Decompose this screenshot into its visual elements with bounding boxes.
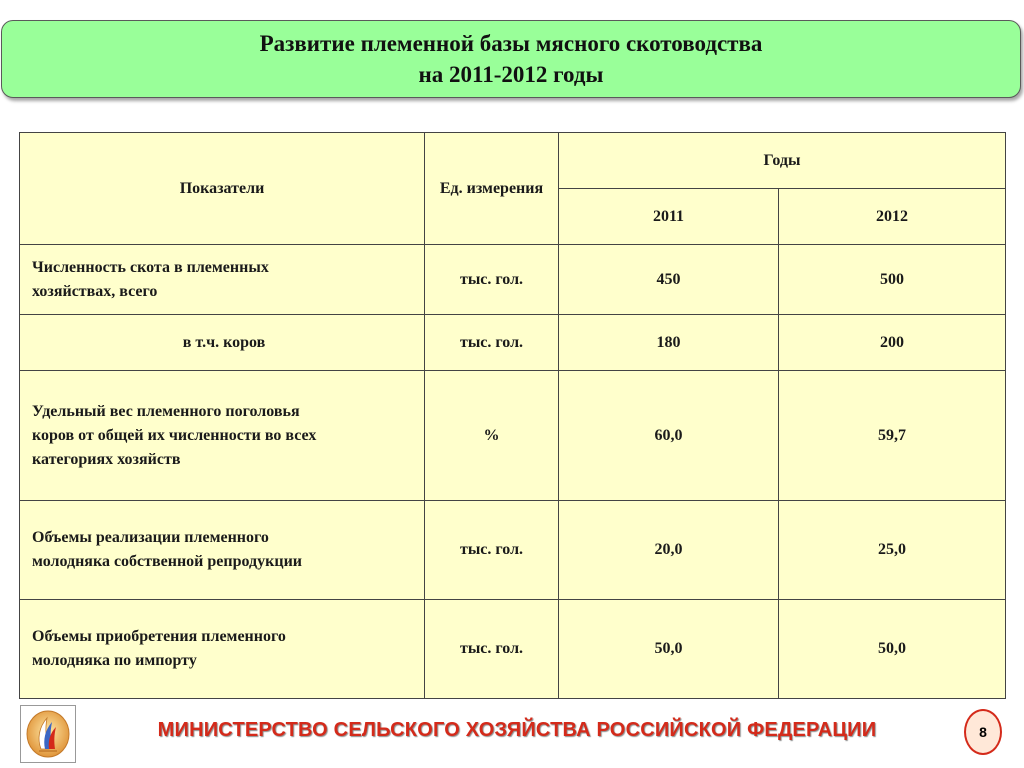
row-value-2012: 200 [779, 315, 1006, 371]
row-unit: % [425, 371, 559, 501]
table-row [20, 371, 1006, 501]
table-row [20, 315, 1006, 371]
row-value-2011: 180 [559, 315, 779, 371]
row-label: Объемы приобретения племенного молодняка по импорту [20, 600, 425, 699]
row-value-2012: 50,0 [779, 600, 1006, 699]
row-value-2012: 500 [779, 245, 1006, 315]
row-unit: тыс. гол. [425, 600, 559, 699]
header-year-2012: 2012 [779, 189, 1006, 245]
table-row [20, 501, 1006, 600]
slide-title-line-2: на 2011-2012 годы [418, 62, 604, 87]
row-value-2011: 60,0 [559, 371, 779, 501]
row-value-2011: 50,0 [559, 600, 779, 699]
slide-title-box [1, 20, 1021, 98]
row-label: Численность скота в племенных хозяйствах, всего [20, 245, 425, 315]
row-unit: тыс. гол. [425, 501, 559, 600]
row-label: Объемы реализации племенного молодняка собственной репродукции [20, 501, 425, 600]
row-value-2012: 59,7 [779, 371, 1006, 501]
row-label: в т.ч. коров [20, 315, 425, 371]
header-indicators: Показатели [20, 133, 425, 245]
table-row [20, 600, 1006, 699]
row-value-2011: 450 [559, 245, 779, 315]
data-table [19, 132, 1006, 699]
row-unit: тыс. гол. [425, 245, 559, 315]
ministry-name: МИНИСТЕРСТВО СЕЛЬСКОГО ХОЗЯЙСТВА РОССИЙСКОЙ ФЕДЕРАЦИИ [157, 719, 877, 741]
header-year-2011: 2011 [559, 189, 779, 245]
header-years: Годы [559, 133, 1006, 189]
row-unit: тыс. гол. [425, 315, 559, 371]
row-label: Удельный вес племенного поголовья коров от общей их численности во всех категориях хозяйств [20, 371, 425, 501]
page-number-badge: 8 [964, 709, 1002, 755]
table-row [20, 245, 1006, 315]
slide-title-line-1: Развитие племенной базы мясного скотоводства [259, 31, 763, 56]
row-value-2011: 20,0 [559, 501, 779, 600]
row-value-2012: 25,0 [779, 501, 1006, 600]
header-unit: Ед. измерения [425, 133, 559, 245]
